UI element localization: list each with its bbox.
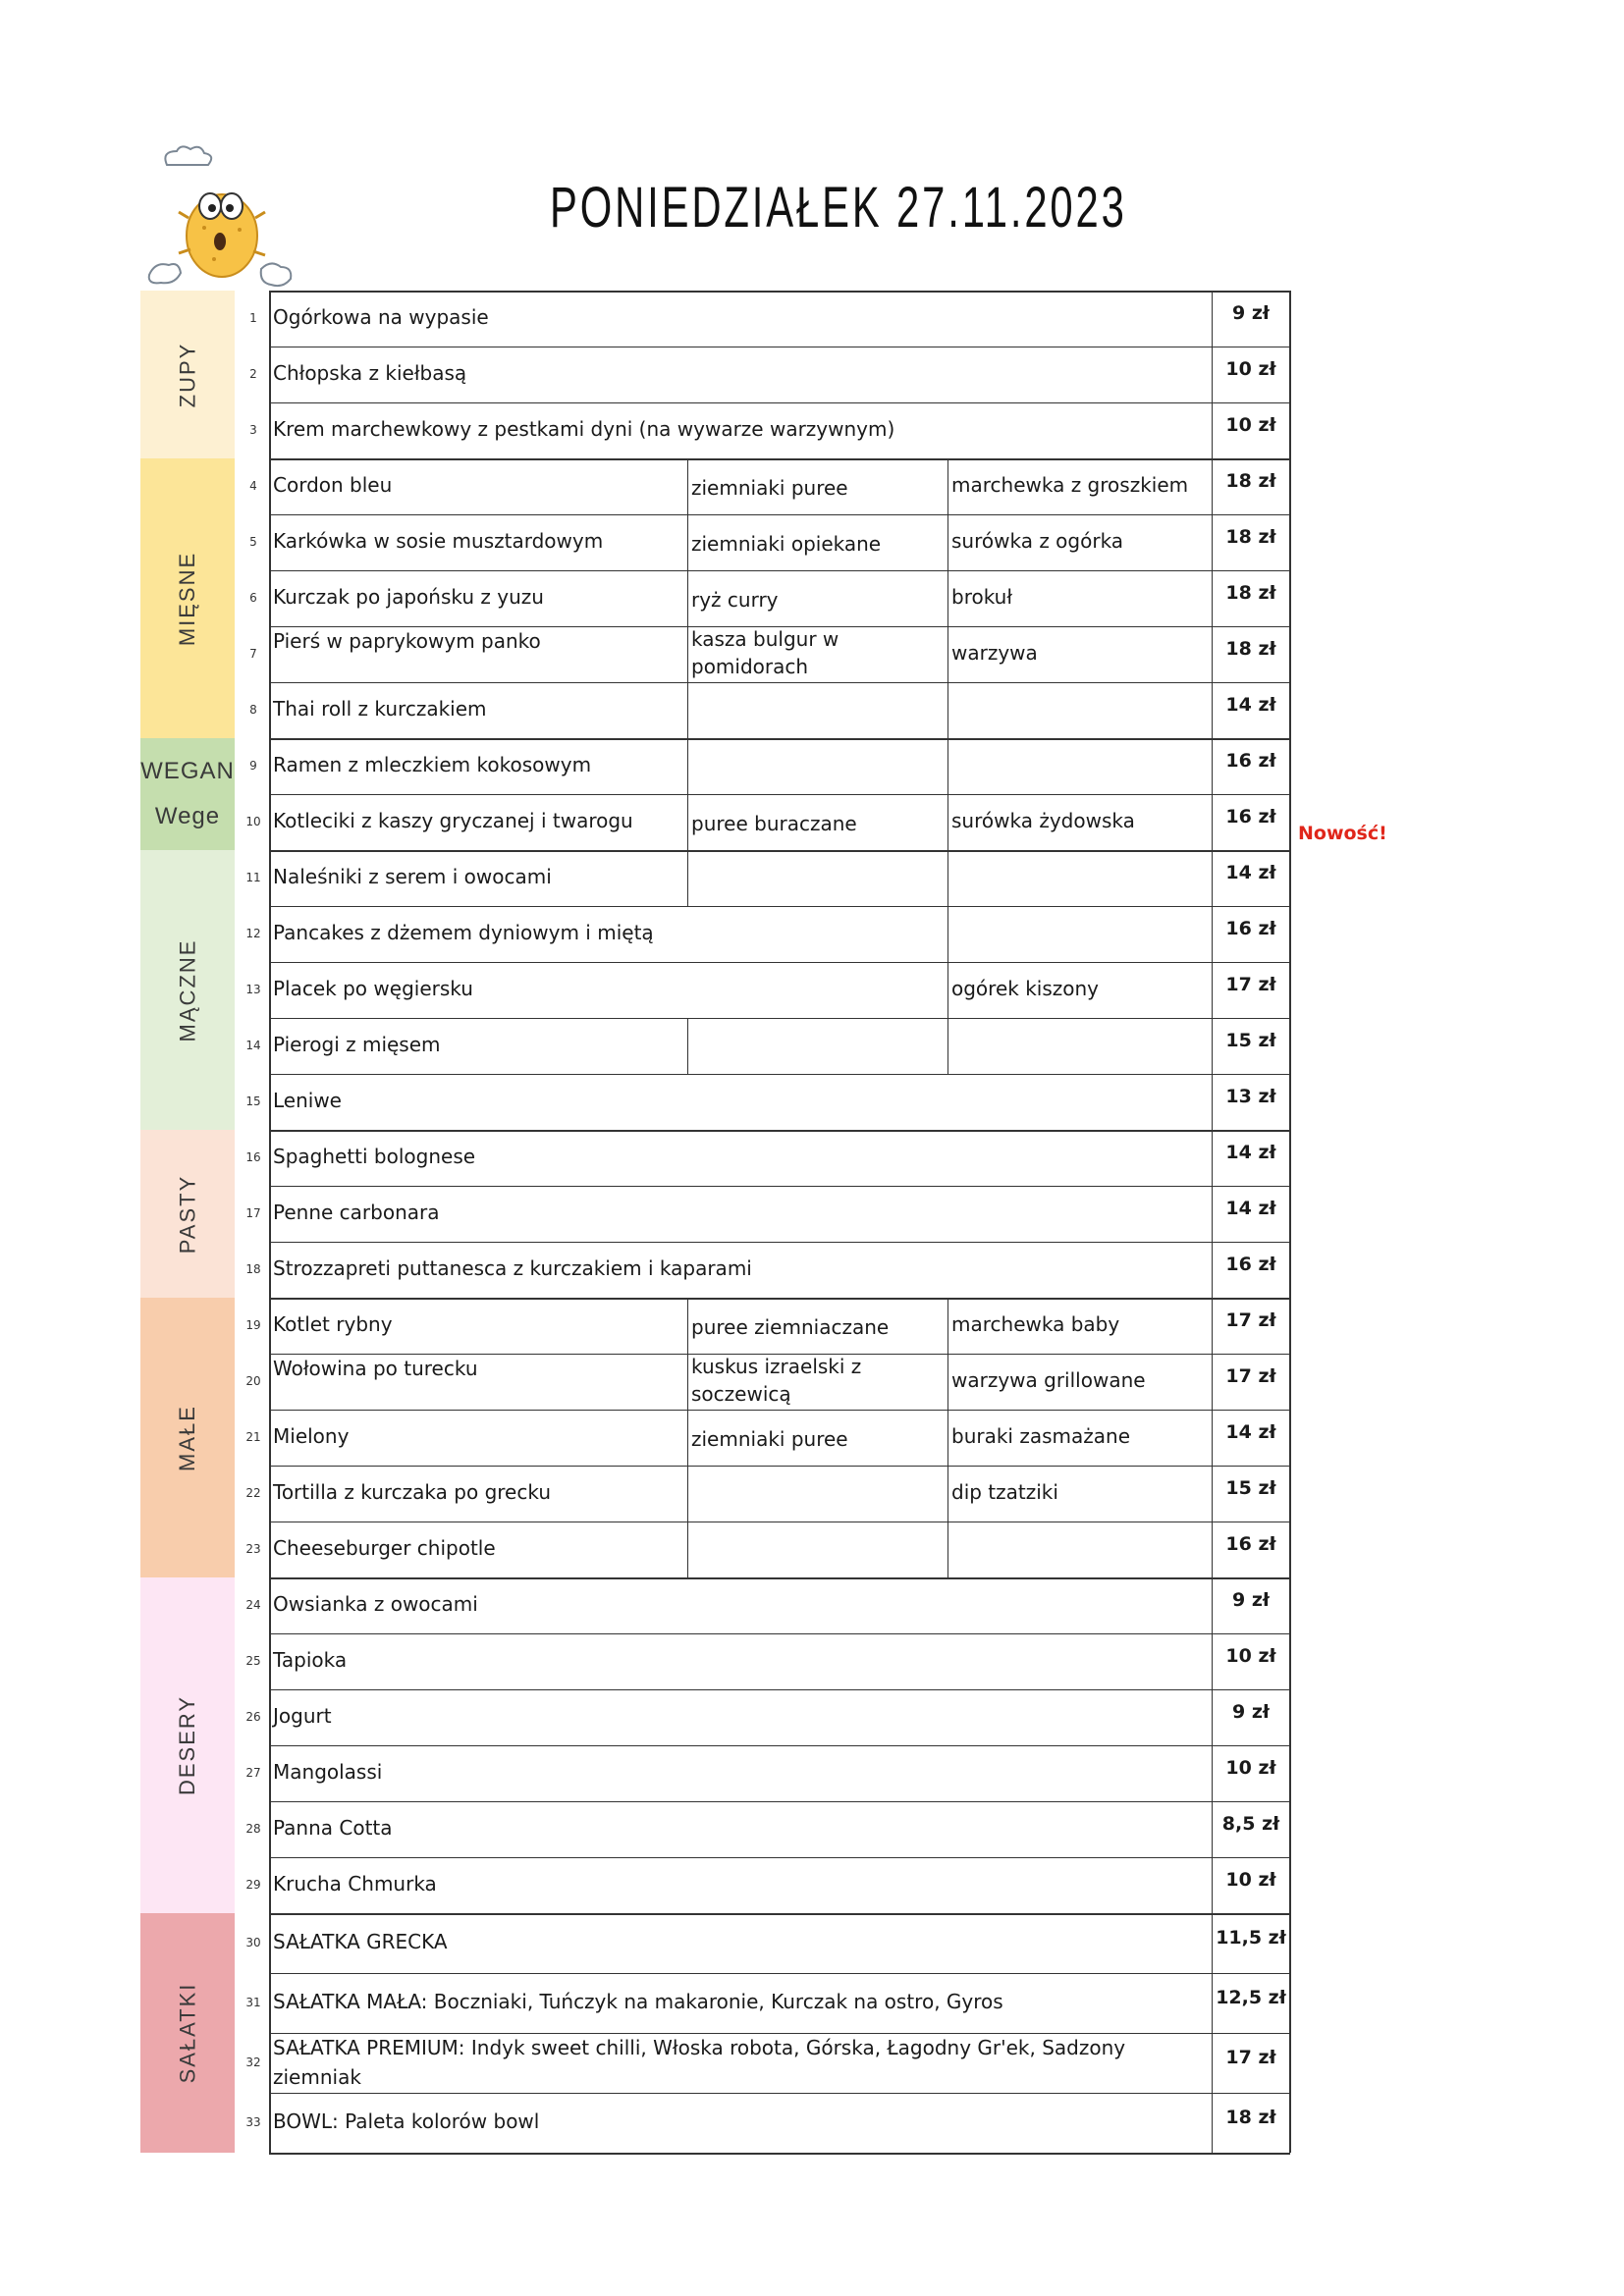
price: 17 zł	[1225, 1308, 1276, 1331]
row-number: 14	[245, 1038, 261, 1052]
price: 9 zł	[1232, 1588, 1270, 1611]
row-divider	[269, 1074, 1290, 1075]
price: 18 zł	[1225, 2106, 1276, 2128]
row-divider	[269, 738, 1290, 740]
dish-name: Tapioka	[273, 1647, 348, 1672]
price: 14 zł	[1225, 1141, 1276, 1163]
dish-name: Owsianka z owocami	[273, 1591, 478, 1616]
price: 18 zł	[1225, 525, 1276, 548]
row-divider	[269, 2093, 1290, 2094]
dish-name: SAŁATKA GRECKA	[273, 1929, 448, 1953]
category-wegan	[140, 738, 235, 850]
row-number: 29	[245, 1877, 261, 1892]
row-number: 17	[245, 1205, 261, 1220]
dish-name: Jogurt	[273, 1703, 332, 1728]
table-left-border	[269, 291, 271, 2153]
row-number: 26	[245, 1709, 261, 1724]
side-dish: puree ziemniaczane	[691, 1314, 890, 1339]
side-salad: surówka żydowska	[951, 808, 1135, 832]
row-number: 21	[245, 1429, 261, 1444]
row-number: 25	[245, 1653, 261, 1668]
dish-name: Chłopska z kiełbasą	[273, 360, 467, 385]
price: 18 zł	[1225, 637, 1276, 660]
row-number: 32	[245, 2055, 261, 2069]
row-divider	[269, 291, 1290, 293]
dish-name: BOWL: Paleta kolorów bowl	[273, 2109, 540, 2133]
row-divider	[269, 1018, 1290, 1019]
dish-name: Panna Cotta	[273, 1815, 393, 1840]
side-salad: ogórek kiszony	[951, 976, 1099, 1000]
row-number: 9	[249, 758, 257, 773]
side-salad: warzywa	[951, 640, 1038, 665]
category-zupy	[140, 291, 235, 458]
category-label: MĄCZNE	[175, 938, 200, 1041]
row-divider	[269, 402, 1290, 403]
dish-name: Karkówka w sosie musztardowym	[273, 528, 604, 553]
price: 17 zł	[1225, 973, 1276, 995]
price: 17 zł	[1225, 2046, 1276, 2068]
dish-name: Pancakes z dżemem dyniowym i miętą	[273, 920, 654, 944]
dish-name: Krem marchewkowy z pestkami dyni (na wywarze warzywnym)	[273, 416, 895, 441]
side-dish: ziemniaki puree	[691, 1426, 848, 1451]
price: 14 zł	[1225, 1420, 1276, 1443]
column-divider	[947, 794, 948, 850]
price: 12,5 zł	[1216, 1986, 1286, 2008]
dish-name: Kotleciki z kaszy gryczanej i twarogu	[273, 808, 633, 832]
column-divider	[687, 1466, 688, 1522]
row-number: 28	[245, 1821, 261, 1836]
side-dish: puree buraczane	[691, 811, 857, 835]
row-divider	[269, 1186, 1290, 1187]
row-divider	[269, 962, 1290, 963]
dish-name: Kotlet rybny	[273, 1311, 393, 1336]
column-divider	[947, 1018, 948, 1074]
dish-name: Cheeseburger chipotle	[273, 1535, 496, 1560]
dish-name: Kurczak po japońsku z yuzu	[273, 584, 544, 609]
price: 9 zł	[1232, 1700, 1270, 1723]
price: 13 zł	[1225, 1085, 1276, 1107]
price: 14 zł	[1225, 861, 1276, 883]
side-dish: kasza bulgur w pomidorach	[691, 627, 839, 678]
price: 16 zł	[1225, 805, 1276, 828]
side-salad: surówka z ogórka	[951, 528, 1124, 553]
dish-name: Pierś w paprykowym panko	[273, 629, 541, 653]
category-label: WEGAN	[140, 758, 235, 784]
column-divider	[687, 1298, 688, 1354]
column-divider	[687, 1410, 688, 1466]
row-divider	[269, 1689, 1290, 1690]
price: 9 zł	[1232, 301, 1270, 324]
side-salad: brokuł	[951, 584, 1013, 609]
row-number: 6	[249, 590, 257, 605]
row-divider	[269, 1633, 1290, 1634]
side-salad: dip tzatziki	[951, 1479, 1058, 1504]
column-divider	[687, 850, 688, 906]
side-dish: kuskus izraelski z soczewicą	[691, 1355, 862, 1406]
row-number: 8	[249, 702, 257, 717]
price: 16 zł	[1225, 917, 1276, 939]
chef-mascot-icon	[145, 145, 302, 291]
category-label: MIĘSNE	[175, 551, 200, 646]
row-divider	[269, 1242, 1290, 1243]
price: 16 zł	[1225, 1253, 1276, 1275]
price: 8,5 zł	[1221, 1812, 1280, 1835]
row-number: 5	[249, 534, 257, 549]
category-label: SAŁATKI	[175, 1982, 200, 2084]
side-dish: ziemniaki opiekane	[691, 531, 882, 556]
row-number: 33	[245, 2114, 261, 2129]
row-divider	[269, 458, 1290, 460]
price: 14 zł	[1225, 693, 1276, 716]
column-divider	[687, 626, 688, 682]
category-desery	[140, 1577, 235, 1913]
category-miesne	[140, 458, 235, 738]
column-divider	[687, 1522, 688, 1577]
row-divider	[269, 570, 1290, 571]
row-number: 4	[249, 478, 257, 493]
dish-name: Penne carbonara	[273, 1200, 440, 1224]
dish-name: Strozzapreti puttanesca z kurczakiem i kaparami	[273, 1255, 752, 1280]
dish-name: Placek po węgiersku	[273, 976, 473, 1000]
row-number: 3	[249, 422, 257, 437]
side-salad: marchewka z groszkiem	[951, 472, 1189, 497]
row-number: 12	[245, 926, 261, 940]
column-divider	[947, 1298, 948, 1354]
row-divider	[269, 1913, 1290, 1915]
dish-name: Spaghetti bolognese	[273, 1144, 476, 1168]
dish-name: Wołowina po turecku	[273, 1357, 478, 1380]
price: 10 zł	[1225, 357, 1276, 380]
row-number: 1	[249, 310, 257, 325]
column-divider	[947, 1354, 948, 1410]
dish-name: Mangolassi	[273, 1759, 383, 1784]
category-salatki	[140, 1913, 235, 2153]
row-divider	[269, 1801, 1290, 1802]
row-number: 7	[249, 646, 257, 661]
category-male	[140, 1298, 235, 1577]
price: 15 zł	[1225, 1476, 1276, 1499]
column-divider	[947, 626, 948, 682]
row-divider	[269, 1466, 1290, 1467]
column-divider	[947, 738, 948, 794]
dish-name: Tortilla z kurczaka po grecku	[273, 1479, 551, 1504]
dish-name: Ramen z mleczkiem kokosowym	[273, 752, 592, 776]
row-divider	[269, 794, 1290, 795]
row-number: 18	[245, 1261, 261, 1276]
row-divider	[269, 514, 1290, 515]
row-number: 2	[249, 366, 257, 381]
row-number: 24	[245, 1597, 261, 1612]
dish-name: SAŁATKA PREMIUM: Indyk sweet chilli, Włoska robota, Górska, Łagodny Gr'ek, Sadzony ziemniak	[273, 2036, 1126, 2089]
row-number: 31	[245, 1995, 261, 2009]
side-salad: warzywa grillowane	[951, 1367, 1146, 1392]
row-divider	[269, 1410, 1290, 1411]
price: 11,5 zł	[1216, 1926, 1286, 1949]
row-number: 22	[245, 1485, 261, 1500]
column-divider	[687, 570, 688, 626]
column-divider	[687, 794, 688, 850]
column-divider	[687, 738, 688, 794]
row-number: 15	[245, 1094, 261, 1108]
price: 14 zł	[1225, 1197, 1276, 1219]
row-divider	[269, 682, 1290, 683]
column-divider	[687, 1018, 688, 1074]
row-divider	[269, 1745, 1290, 1746]
row-number: 19	[245, 1317, 261, 1332]
price: 16 zł	[1225, 749, 1276, 772]
side-dish: ryż curry	[691, 587, 779, 612]
dish-name: Naleśniki z serem i owocami	[273, 864, 552, 888]
side-salad: buraki zasmażane	[951, 1423, 1130, 1448]
table-bottom-border	[269, 2153, 1290, 2155]
column-divider	[687, 458, 688, 514]
row-number: 30	[245, 1935, 261, 1949]
column-divider	[947, 514, 948, 570]
column-divider	[947, 1410, 948, 1466]
column-divider	[687, 1354, 688, 1410]
column-divider	[947, 682, 948, 738]
dish-name: Cordon bleu	[273, 472, 393, 497]
price: 18 zł	[1225, 469, 1276, 492]
new-badge: Nowość!	[1298, 823, 1387, 844]
dish-name: Thai roll z kurczakiem	[273, 696, 487, 721]
row-divider	[269, 1973, 1290, 1974]
category-maczne	[140, 850, 235, 1130]
menu-table	[269, 291, 1290, 2156]
column-divider	[947, 962, 948, 1018]
price: 16 zł	[1225, 1532, 1276, 1555]
row-divider	[269, 1857, 1290, 1858]
side-salad: marchewka baby	[951, 1311, 1120, 1336]
dish-name: Mielony	[273, 1423, 350, 1448]
category-pasty	[140, 1130, 235, 1298]
column-divider	[687, 514, 688, 570]
category-label: ZUPY	[175, 342, 199, 407]
column-divider	[947, 850, 948, 906]
dish-name: SAŁATKA MAŁA: Boczniaki, Tuńczyk na makaronie, Kurczak na ostro, Gyros	[273, 1989, 1003, 2013]
row-divider	[269, 1577, 1290, 1579]
page-title: PONIEDZIAŁEK 27.11.2023	[550, 176, 1127, 240]
row-divider	[269, 1130, 1290, 1132]
dish-name: Leniwe	[273, 1088, 342, 1112]
category-label: PASTY	[174, 1174, 199, 1254]
column-divider	[947, 906, 948, 962]
price: 17 zł	[1225, 1364, 1276, 1387]
price: 10 zł	[1225, 413, 1276, 436]
row-number: 16	[245, 1149, 261, 1164]
price: 18 zł	[1225, 581, 1276, 604]
row-number: 27	[245, 1765, 261, 1780]
column-divider	[947, 1522, 948, 1577]
dish-name: Krucha Chmurka	[273, 1871, 437, 1896]
row-number: 20	[245, 1373, 261, 1388]
column-divider	[687, 682, 688, 738]
price: 15 zł	[1225, 1029, 1276, 1051]
price: 10 zł	[1225, 1868, 1276, 1891]
table-right-border	[1289, 291, 1291, 2153]
category-label: DESERY	[175, 1694, 200, 1796]
column-divider	[947, 570, 948, 626]
category-label: MAŁE	[174, 1404, 199, 1471]
row-divider	[269, 906, 1290, 907]
dish-name: Pierogi z mięsem	[273, 1032, 441, 1056]
price: 10 zł	[1225, 1756, 1276, 1779]
row-number: 10	[245, 814, 261, 828]
column-divider	[947, 458, 948, 514]
row-number: 23	[245, 1541, 261, 1556]
category-label-secondary: Wege	[154, 803, 221, 829]
dish-name: Ogórkowa na wypasie	[273, 304, 489, 329]
price: 10 zł	[1225, 1644, 1276, 1667]
row-divider	[269, 1298, 1290, 1300]
column-divider	[947, 1466, 948, 1522]
row-divider	[269, 850, 1290, 852]
row-number: 13	[245, 982, 261, 996]
side-dish: ziemniaki puree	[691, 475, 848, 500]
row-number: 11	[245, 870, 261, 884]
